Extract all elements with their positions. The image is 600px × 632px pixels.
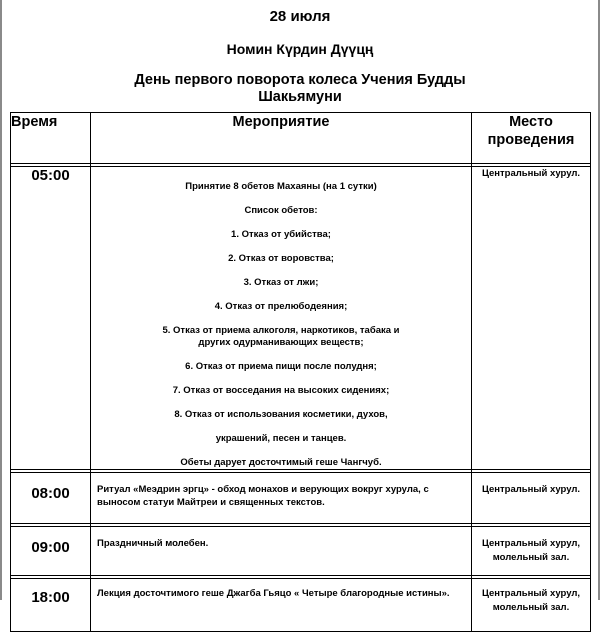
vow-line: 3. Отказ от лжи; xyxy=(243,277,319,288)
schedule-table xyxy=(10,112,591,632)
table-row xyxy=(11,579,591,632)
document-date: 28 июля xyxy=(269,8,331,25)
event-text: Лекция досточтимого геше Джагба Гьяцо « Четыре благородные истины». xyxy=(97,588,450,599)
holiday-name: Номин Күрдин Дүүцң xyxy=(226,41,374,57)
row-place xyxy=(472,527,591,576)
holiday-title-line1: День первого поворота колеса Учения Будды xyxy=(134,72,466,88)
row-event xyxy=(91,473,472,524)
row-event xyxy=(91,167,472,470)
row-place-line1: Центральный хурул, xyxy=(481,538,581,549)
column-header-place-line1: Место xyxy=(509,114,553,130)
row-event xyxy=(91,527,472,576)
row-place xyxy=(472,473,591,524)
row-place-line1: Центральный хурул. xyxy=(481,484,581,495)
column-header-place-line2: проведения xyxy=(487,132,575,148)
column-header-time: Время xyxy=(11,113,91,164)
row-place-line1: Центральный хурул. xyxy=(481,168,581,179)
table-row xyxy=(11,527,591,576)
row-place xyxy=(472,167,591,470)
row-time: 09:00 xyxy=(11,527,91,576)
vow-line: 2. Отказ от воровства; xyxy=(228,253,334,264)
holiday-title xyxy=(0,72,600,106)
vow-line: Список обетов: xyxy=(244,205,318,216)
row-place-line2: молельный зал. xyxy=(492,602,570,613)
vow-line: 7. Отказ от восседания на высоких сидениях; xyxy=(172,385,390,396)
row-time: 05:00 xyxy=(11,167,91,470)
vow-line: Принятие 8 обетов Махаяны (на 1 сутки) xyxy=(185,181,377,192)
row-place xyxy=(472,579,591,632)
row-event xyxy=(91,579,472,632)
row-place-line2: молельный зал. xyxy=(492,552,570,563)
vow-line: украшений, песен и танцев. xyxy=(215,433,347,444)
vow-line: 1. Отказ от убийства; xyxy=(231,229,331,240)
column-header-place xyxy=(472,113,591,164)
table-row xyxy=(11,167,591,470)
vows-list xyxy=(91,167,471,469)
holiday-title-line2: Шакьямуни xyxy=(258,89,342,105)
vow-line: 6. Отказ от приема пищи после полудня; xyxy=(185,361,377,372)
table-row xyxy=(11,473,591,524)
vow-line: 4. Отказ от прелюбодеяния; xyxy=(214,301,348,312)
column-header-event: Мероприятие xyxy=(91,113,472,164)
vow-line: 5. Отказ от приема алкоголя, наркотиков, табака и других одурманивающих веществ; xyxy=(162,325,400,348)
table-header-row xyxy=(11,113,591,164)
event-text: Ритуал «Меэдрин эргц» - обход монахов и верующих вокруг хурула, с выносом статуи Майтреи и священных текстов. xyxy=(97,484,429,508)
vow-line: Обеты дарует досточтимый геше Чангчуб. xyxy=(180,457,382,468)
row-place-line1: Центральный хурул, xyxy=(481,588,581,599)
row-time: 08:00 xyxy=(11,473,91,524)
event-text: Праздничный молебен. xyxy=(97,538,209,549)
row-time: 18:00 xyxy=(11,579,91,632)
vow-line: 8. Отказ от использования косметики, духов, xyxy=(174,409,388,420)
